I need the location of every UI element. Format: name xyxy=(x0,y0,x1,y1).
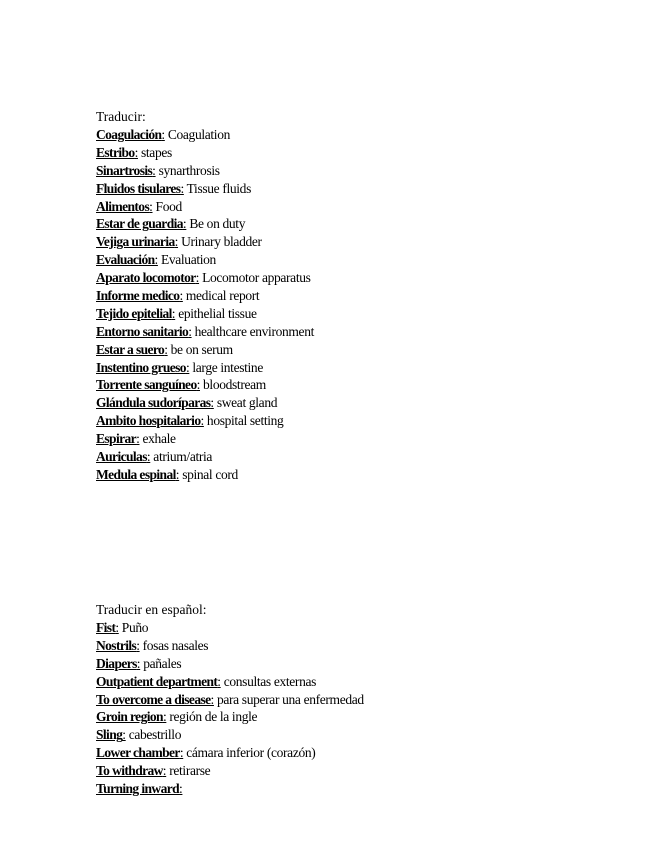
vocabulary-term: Auriculas xyxy=(96,449,147,465)
vocabulary-translation: Tissue fluids xyxy=(186,180,251,196)
vocabulary-translation: exhale xyxy=(142,431,176,447)
term-separator: : xyxy=(171,305,176,321)
vocabulary-translation: Puño xyxy=(121,620,149,635)
vocabulary-term: Aparato locomotor xyxy=(96,270,196,286)
vocabulary-translation: fosas nasales xyxy=(142,637,209,653)
vocabulary-term: Glándula sudoríparas xyxy=(96,395,211,411)
term-separator: : xyxy=(136,431,140,447)
vocabulary-list xyxy=(96,126,636,484)
vocabulary-translation: Food xyxy=(155,198,182,214)
vocabulary-translation: región de la ingle xyxy=(169,709,258,725)
vocabulary-term: Estribo xyxy=(96,144,135,160)
vocabulary-entry xyxy=(96,726,636,744)
vocabulary-term: Vejiga urinaria xyxy=(96,234,175,250)
vocabulary-term: To withdraw xyxy=(96,763,163,779)
vocabulary-entry xyxy=(96,708,636,726)
vocabulary-translation: cámara inferior (corazón) xyxy=(186,745,316,761)
vocabulary-term: Diapers xyxy=(96,655,137,671)
vocabulary-translation: retirarse xyxy=(169,763,211,779)
translate-to-english-section xyxy=(96,108,636,484)
vocabulary-entry xyxy=(96,619,636,637)
vocabulary-term: Coagulación xyxy=(96,127,162,142)
vocabulary-translation: be on serum xyxy=(170,341,233,357)
vocabulary-translation: Coagulation xyxy=(167,127,230,142)
vocabulary-entry xyxy=(96,376,636,394)
vocabulary-term: Alimentos xyxy=(96,198,150,214)
term-separator: : xyxy=(152,162,156,178)
vocabulary-term: Instentino grueso xyxy=(96,359,186,375)
vocabulary-entry xyxy=(96,673,636,691)
term-separator: : xyxy=(146,449,151,465)
vocabulary-translation: Be on duty xyxy=(189,216,246,232)
vocabulary-translation: Evaluation xyxy=(160,252,216,268)
vocabulary-entry xyxy=(96,305,636,323)
vocabulary-translation: bloodstream xyxy=(203,377,266,393)
vocabulary-term: Sinartrosis xyxy=(96,162,153,178)
vocabulary-entry xyxy=(96,341,636,359)
term-separator: : xyxy=(122,727,126,743)
term-separator: : xyxy=(195,270,200,286)
term-separator: : xyxy=(217,673,221,689)
vocabulary-translation: spinal cord xyxy=(182,466,238,482)
term-separator: : xyxy=(196,377,200,393)
vocabulary-term: Tejido epitelial xyxy=(96,305,172,321)
vocabulary-list xyxy=(96,619,636,798)
term-separator: : xyxy=(164,341,168,357)
vocabulary-term: Fist xyxy=(96,620,116,635)
term-separator: : xyxy=(182,216,187,232)
vocabulary-entry xyxy=(96,180,636,198)
vocabulary-term: Entorno sanitario xyxy=(96,323,189,339)
vocabulary-entry xyxy=(96,394,636,412)
term-separator: : xyxy=(180,180,184,196)
term-separator: : xyxy=(162,763,167,779)
vocabulary-translation: stapes xyxy=(141,144,172,160)
term-separator: : xyxy=(154,252,158,268)
section-heading: Traducir: xyxy=(96,109,146,124)
vocabulary-term: Evaluación xyxy=(96,252,155,268)
term-separator: : xyxy=(149,198,153,214)
vocabulary-term: Outpatient department xyxy=(96,673,218,689)
vocabulary-translation: Locomotor apparatus xyxy=(202,270,311,286)
term-separator: : xyxy=(175,466,180,482)
vocabulary-entry xyxy=(96,287,636,305)
term-separator: : xyxy=(115,620,119,635)
vocabulary-entry xyxy=(96,655,636,673)
term-separator: : xyxy=(210,691,214,707)
term-separator: : xyxy=(174,234,179,250)
vocabulary-entry xyxy=(96,637,636,655)
vocabulary-entry xyxy=(96,198,636,216)
vocabulary-term: Estar de guardia xyxy=(96,216,183,232)
vocabulary-entry xyxy=(96,251,636,269)
vocabulary-translation: synarthrosis xyxy=(158,162,220,178)
vocabulary-term: Espirar xyxy=(96,431,137,447)
vocabulary-term: Fluidos tisulares xyxy=(96,180,181,196)
vocabulary-translation: pañales xyxy=(143,655,182,671)
vocabulary-translation: para superar una enfermedad xyxy=(216,691,364,707)
vocabulary-entry xyxy=(96,126,636,144)
vocabulary-entry xyxy=(96,412,636,430)
vocabulary-term: Nostrils xyxy=(96,637,137,653)
term-separator: : xyxy=(161,127,165,142)
vocabulary-term: Lower chamber xyxy=(96,745,180,761)
vocabulary-entry xyxy=(96,359,636,377)
section-heading: Traducir en español: xyxy=(96,602,207,617)
vocabulary-entry xyxy=(96,162,636,180)
vocabulary-entry xyxy=(96,215,636,233)
vocabulary-translation: medical report xyxy=(185,288,260,304)
vocabulary-entry xyxy=(96,780,636,798)
vocabulary-translation: hospital setting xyxy=(206,413,284,429)
vocabulary-entry xyxy=(96,269,636,287)
vocabulary-term: Informe medico xyxy=(96,288,180,304)
vocabulary-entry xyxy=(96,691,636,709)
translate-to-spanish-section xyxy=(96,601,636,798)
term-separator: : xyxy=(179,781,183,797)
term-separator: : xyxy=(179,288,183,304)
vocabulary-term: Turning inward xyxy=(96,781,180,797)
vocabulary-term: To overcome a disease xyxy=(96,691,211,707)
term-separator: : xyxy=(136,637,140,653)
vocabulary-translation: sweat gland xyxy=(216,395,278,411)
vocabulary-entry xyxy=(96,430,636,448)
vocabulary-entry xyxy=(96,466,636,484)
vocabulary-entry xyxy=(96,762,636,780)
vocabulary-translation: atrium/atria xyxy=(153,449,213,465)
vocabulary-term: Ambito hospitalario xyxy=(96,413,201,429)
term-separator: : xyxy=(210,395,214,411)
vocabulary-translation: healthcare environment xyxy=(194,323,314,339)
term-separator: : xyxy=(136,655,141,671)
vocabulary-entry xyxy=(96,323,636,341)
vocabulary-translation: epithelial tissue xyxy=(178,305,257,321)
vocabulary-term: Estar a suero xyxy=(96,341,165,357)
vocabulary-term: Torrente sanguíneo xyxy=(96,377,197,393)
term-separator: : xyxy=(185,359,190,375)
term-separator: : xyxy=(162,709,167,725)
term-separator: : xyxy=(179,745,184,761)
term-separator: : xyxy=(134,144,138,160)
vocabulary-term: Sling xyxy=(96,727,123,743)
vocabulary-term: Medula espinal xyxy=(96,466,176,482)
vocabulary-entry xyxy=(96,233,636,251)
vocabulary-entry xyxy=(96,144,636,162)
vocabulary-translation: Urinary bladder xyxy=(181,234,262,250)
vocabulary-translation: cabestrillo xyxy=(128,727,182,743)
vocabulary-entry xyxy=(96,744,636,762)
term-separator: : xyxy=(188,323,192,339)
vocabulary-translation: large intestine xyxy=(192,359,263,375)
vocabulary-term: Groin region xyxy=(96,709,163,725)
vocabulary-entry xyxy=(96,448,636,466)
vocabulary-translation: consultas externas xyxy=(223,673,317,689)
term-separator: : xyxy=(200,413,204,429)
